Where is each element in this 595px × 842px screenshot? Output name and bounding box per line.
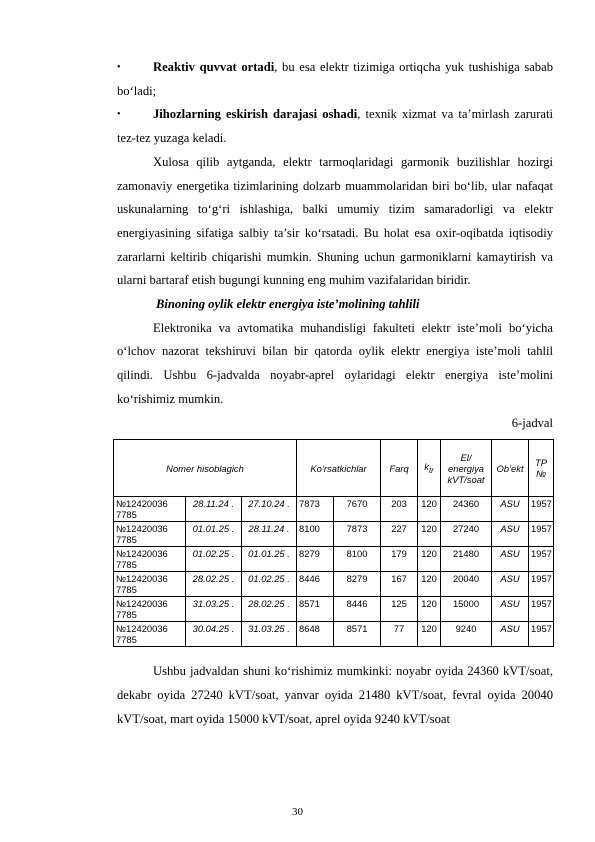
cell-tp: 1957 bbox=[529, 597, 554, 622]
cell-r2: 8571 bbox=[334, 622, 381, 647]
cell-d2: 27.10.24 . bbox=[242, 497, 297, 522]
cell-meter: №12420036 7785 bbox=[114, 622, 186, 647]
cell-r2: 8446 bbox=[334, 597, 381, 622]
bullet-bold-text: Jihozlarning eskirish darajasi oshadi bbox=[153, 107, 358, 122]
cell-diff: 179 bbox=[381, 547, 418, 572]
cell-d1: 30.04.25 . bbox=[186, 622, 242, 647]
document-page bbox=[117, 56, 553, 731]
header-meter: Nomer hisoblagich bbox=[114, 440, 297, 497]
cell-r1: 8100 bbox=[297, 522, 334, 547]
cell-k: 120 bbox=[418, 547, 441, 572]
cell-meter: №12420036 7785 bbox=[114, 497, 186, 522]
cell-k: 120 bbox=[418, 497, 441, 522]
cell-d2: 01.01.25 . bbox=[242, 547, 297, 572]
bullet-icon: • bbox=[117, 62, 121, 73]
cell-r1: 8446 bbox=[297, 572, 334, 597]
cell-energy: 15000 bbox=[441, 597, 492, 622]
table-row bbox=[114, 547, 554, 572]
cell-r2: 8100 bbox=[334, 547, 381, 572]
after-table-paragraph: Ushbu jadvaldan shuni ko‘rishimiz mumkinki: noyabr oyida 24360 kVT/soat, dekabr oyida 27240 kVT/soat, yanvar oyida 21480 kVT/soat, fevral oyida 20040 kVT/soat, mart oyida 15000 kVT/soat, aprel oyida 9240 kVT/soat bbox=[117, 664, 553, 726]
cell-meter: №12420036 7785 bbox=[114, 597, 186, 622]
cell-object: ASU bbox=[492, 622, 529, 647]
cell-d2: 28.02.25 . bbox=[242, 597, 297, 622]
cell-object: ASU bbox=[492, 547, 529, 572]
bullet-item-equipment-wear bbox=[117, 103, 553, 150]
cell-energy: 9240 bbox=[441, 622, 492, 647]
cell-r1: 8648 bbox=[297, 622, 334, 647]
cell-energy: 27240 bbox=[441, 522, 492, 547]
conclusion-paragraph: Xulosa qilib aytganda, elektr tarmoqlaridagi garmonik buzilishlar hozirgi zamonaviy energetika tizimlarining dolzarb muammolaridan biri bo‘lib, ular nafaqat uskunalarning to‘g‘ri ishlashiga, balki umumiy tizim samaradorligi va elektr energiyasining sifatiga salbiy ta’sir ko‘rsatadi. Bu holat esa oxir-oqibatda iqtisodiy zararlarni keltirib chiqarishi mumkin. Shuning uchun garmoniklarni kamaytirish va ularni bartaraf etish bugungi kunning eng muhim vazifalaridan biridir. bbox=[117, 154, 553, 288]
table-body bbox=[114, 497, 554, 647]
table-label: 6-jadval bbox=[511, 415, 553, 430]
bullet-icon: • bbox=[117, 109, 121, 121]
cell-meter: №12420036 7785 bbox=[114, 547, 186, 572]
bullet-text: , bu esa elektr tizimiga ortiqcha yuk tushishiga sabab bo‘ladi; bbox=[117, 60, 553, 98]
header-k-sub: tr bbox=[428, 466, 434, 476]
table-header-row bbox=[114, 440, 554, 497]
section-heading: Binoning oylik elektr energiya iste’molining tahlili bbox=[156, 297, 420, 312]
table-row bbox=[114, 597, 554, 622]
table-row bbox=[114, 572, 554, 597]
cell-k: 120 bbox=[418, 572, 441, 597]
cell-r1: 8279 bbox=[297, 547, 334, 572]
consumption-table bbox=[113, 439, 554, 647]
table-row bbox=[114, 522, 554, 547]
cell-object: ASU bbox=[492, 572, 529, 597]
cell-meter: №12420036 7785 bbox=[114, 572, 186, 597]
cell-r2: 7670 bbox=[334, 497, 381, 522]
cell-energy: 20040 bbox=[441, 572, 492, 597]
cell-diff: 227 bbox=[381, 522, 418, 547]
header-k-main: k bbox=[424, 461, 429, 473]
intro-paragraph: Elektronika va avtomatika muhandisligi fakulteti elektr iste’moli bo‘yicha o‘lchov nazorat tekshiruvi bilan bir qatorda oylik elektr energiya iste’moli tahlil qilindi. Ushbu 6-jadvalda noyabr-aprel oylaridagi elektr energiya iste’molini ko‘rishimiz mumkin. bbox=[117, 320, 553, 406]
cell-k: 120 bbox=[418, 522, 441, 547]
header-tp: TP № bbox=[529, 440, 554, 497]
cell-diff: 77 bbox=[381, 622, 418, 647]
bullet-text: , texnik xizmat va ta’mirlash zarurati tez-tez yuzaga keladi. bbox=[117, 107, 553, 146]
cell-d2: 01.02.25 . bbox=[242, 572, 297, 597]
cell-r2: 7873 bbox=[334, 522, 381, 547]
cell-tp: 1957 bbox=[529, 522, 554, 547]
cell-tp: 1957 bbox=[529, 622, 554, 647]
header-object: Ob’ekt bbox=[492, 440, 529, 497]
cell-r2: 8279 bbox=[334, 572, 381, 597]
table-row bbox=[114, 497, 554, 522]
header-diff: Farq bbox=[381, 440, 418, 497]
header-readings: Ko‘rsatkichlar bbox=[297, 440, 381, 497]
cell-tp: 1957 bbox=[529, 547, 554, 572]
cell-tp: 1957 bbox=[529, 497, 554, 522]
cell-object: ASU bbox=[492, 497, 529, 522]
page-number: 30 bbox=[292, 806, 303, 818]
cell-d1: 28.02.25 . bbox=[186, 572, 242, 597]
bullet-item-reactive-power bbox=[117, 56, 553, 103]
cell-diff: 125 bbox=[381, 597, 418, 622]
cell-k: 120 bbox=[418, 597, 441, 622]
cell-energy: 24360 bbox=[441, 497, 492, 522]
cell-k: 120 bbox=[418, 622, 441, 647]
cell-tp: 1957 bbox=[529, 572, 554, 597]
cell-diff: 203 bbox=[381, 497, 418, 522]
table-row bbox=[114, 622, 554, 647]
cell-energy: 21480 bbox=[441, 547, 492, 572]
cell-d1: 01.02.25 . bbox=[186, 547, 242, 572]
bullet-bold-text: Reaktiv quvvat ortadi bbox=[153, 60, 275, 74]
cell-r1: 7873 bbox=[297, 497, 334, 522]
cell-d1: 31.03.25 . bbox=[186, 597, 242, 622]
cell-object: ASU bbox=[492, 522, 529, 547]
cell-d2: 31.03.25 . bbox=[242, 622, 297, 647]
cell-meter: №12420036 7785 bbox=[114, 522, 186, 547]
cell-d1: 01.01.25 . bbox=[186, 522, 242, 547]
cell-d2: 28.11.24 . bbox=[242, 522, 297, 547]
cell-object: ASU bbox=[492, 597, 529, 622]
header-energy: El/ energiya kVT/soat bbox=[441, 440, 492, 497]
cell-d1: 28.11.24 . bbox=[186, 497, 242, 522]
header-k bbox=[418, 440, 441, 497]
cell-r1: 8571 bbox=[297, 597, 334, 622]
cell-diff: 167 bbox=[381, 572, 418, 597]
